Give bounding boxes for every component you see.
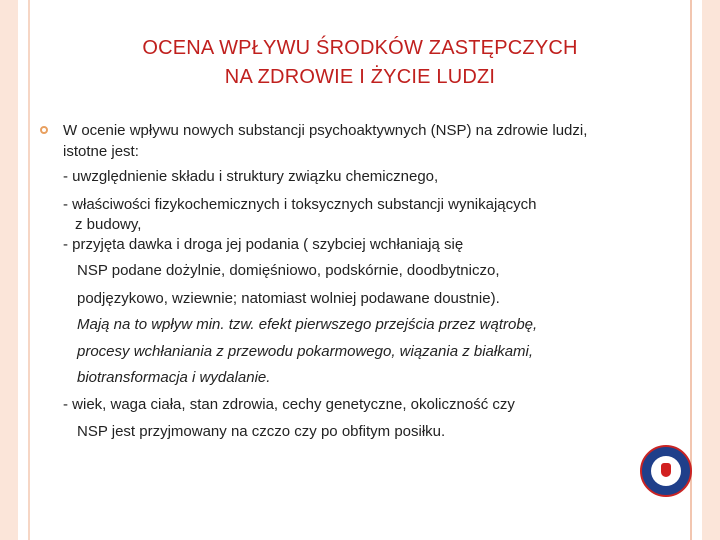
left-border-decoration xyxy=(0,0,18,540)
title-line-1: OCENA WPŁYWU ŚRODKÓW ZASTĘPCZYCH xyxy=(142,37,578,59)
list-item: z budowy, xyxy=(75,216,142,233)
list-item: - uwzględnienie składu i struktury związku chemicznego, xyxy=(63,168,439,185)
list-item: NSP jest przyjmowany na czczo czy po obfitym posiłku. xyxy=(77,423,446,440)
list-item: - przyjęta dawka i droga jej podania ( szybciej wchłaniają się xyxy=(63,236,464,253)
list-item: NSP podane dożylnie, domięśniowo, podskórnie, doodbytniczo, xyxy=(77,262,500,279)
slide-title xyxy=(60,34,660,92)
seal-inner xyxy=(651,456,681,486)
bullet-icon xyxy=(40,126,48,134)
intro-text: W ocenie wpływu nowych substancji psychoaktywnych (NSP) na zdrowie ludzi, istotne jest: xyxy=(63,122,588,160)
right-border-decoration xyxy=(702,0,720,540)
emblem-seal-icon xyxy=(640,445,692,497)
list-item: - właściwości fizykochemicznych i toksycznych substancji wynikających xyxy=(63,196,537,213)
title-line-2: NA ZDROWIE I ŻYCIE LUDZI xyxy=(224,66,496,88)
list-item: procesy wchłaniania z przewodu pokarmowego, wiązania z białkami, xyxy=(77,343,534,360)
list-item: Mają na to wpływ min. tzw. efekt pierwszego przejścia przez wątrobę, xyxy=(77,316,538,333)
list-item: podjęzykowo, wziewnie; natomiast wolniej podawane doustnie). xyxy=(77,290,500,307)
list-item: biotransformacja i wydalanie. xyxy=(77,369,271,386)
list-item: - wiek, waga ciała, stan zdrowia, cechy genetyczne, okoliczność czy xyxy=(63,396,515,413)
left-border-line xyxy=(28,0,30,540)
eagle-icon xyxy=(661,463,671,477)
right-border-line xyxy=(690,0,692,540)
